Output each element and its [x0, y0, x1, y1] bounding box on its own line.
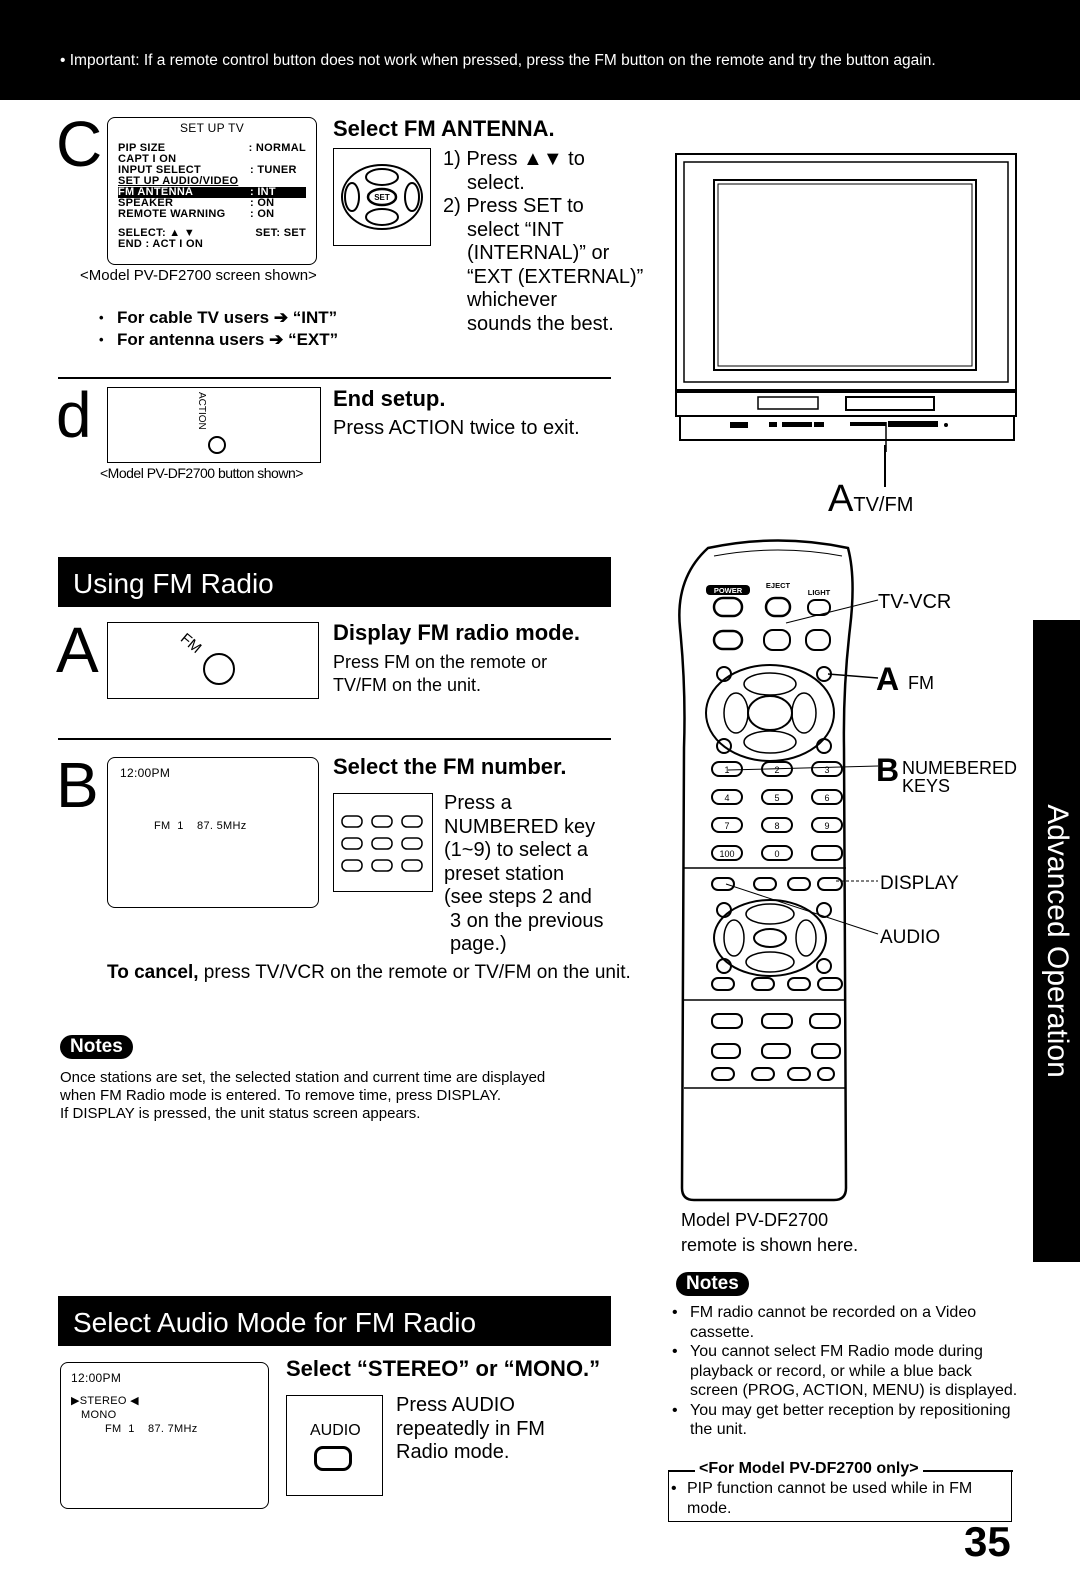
section-audio-mode: Select Audio Mode for FM Radio: [58, 1296, 611, 1346]
remote-button: [788, 978, 810, 990]
text-line: (1~9) to select a: [444, 839, 588, 861]
audio-step-text: [396, 1394, 545, 1465]
cancel-bold: To cancel,: [107, 962, 199, 983]
osd-frequency: FM 1 87. 5MHz: [154, 820, 247, 832]
osd-row-label: FM ANTENNA: [118, 186, 194, 198]
osd-row: [118, 209, 306, 220]
text-line: “EXT (EXTERNAL)”: [467, 265, 644, 288]
audio-callout: AUDIO: [880, 927, 941, 948]
model-note-box: [668, 1460, 1012, 1522]
audio-button-icon: [314, 1446, 352, 1471]
step-letter-c: C: [56, 108, 103, 180]
remote-button: [712, 1014, 742, 1028]
callout-letter-a: A: [828, 478, 854, 520]
set-button-illustration: [333, 148, 431, 246]
remote-key-label: 6: [824, 793, 830, 803]
text-line: (INTERNAL)” or: [467, 242, 610, 264]
keypad-icon: [334, 794, 432, 891]
action-label: ACTION: [196, 392, 207, 430]
remote-button: [752, 1068, 774, 1080]
text-line: Once stations are set, the selected station and current time are displayed: [60, 1069, 546, 1086]
remote-button: [812, 1044, 840, 1058]
tv-unit-illustration: [674, 152, 1019, 452]
remote-key-label: 0: [774, 849, 780, 859]
step-d-title: End setup.: [333, 386, 446, 411]
osd-row-label: INPUT SELECT: [118, 164, 202, 176]
remote-key-label: 8: [774, 821, 780, 831]
button-caption: <Model PV-DF2700 button shown>: [100, 465, 303, 481]
note-item: • You cannot select FM Radio mode during playback or record, or while a blue back screen (PROG, ACTION, MENU) is displayed.: [668, 1342, 1018, 1401]
numbered-callout-2: KEYS: [902, 776, 951, 796]
text-line: whichever: [467, 289, 558, 311]
light-label: LIGHT: [807, 588, 831, 597]
osd-set: SET: SET: [255, 227, 306, 239]
note-item: • You may get better reception by repositioning the unit.: [668, 1401, 1018, 1440]
page-number: 35: [964, 1518, 1011, 1565]
remote-button: [712, 1044, 740, 1058]
text-line: remote is shown here.: [681, 1235, 859, 1255]
text-line: Press a: [444, 792, 512, 814]
text-line: 2) Press SET to: [443, 195, 584, 217]
text-line: Press AUDIO: [396, 1394, 515, 1416]
audio-button-illustration: [286, 1395, 383, 1496]
text-line: select “INT: [467, 218, 564, 241]
text-line: sounds the best.: [467, 312, 614, 335]
remote-key-label: 3: [824, 765, 830, 775]
remote-button: [712, 978, 734, 990]
step-a-title: Display FM radio mode.: [333, 620, 580, 645]
tv-fm-label: TV/FM: [853, 494, 914, 516]
osd-row-value: : NORMAL: [248, 142, 306, 154]
remote-button: [810, 1014, 840, 1028]
bullet-antenna: • For antenna users ➔ “EXT”: [95, 329, 338, 351]
osd-frequency: FM 1 87. 7MHz: [105, 1423, 198, 1435]
numbered-key-icon: [372, 816, 392, 827]
step-d-text: Press ACTION twice to exit.: [333, 417, 580, 439]
step-c-title: Select FM ANTENNA.: [333, 116, 555, 141]
model-note-title: <For Model PV-DF2700 only>: [695, 1460, 923, 1478]
osd-row-label: SPEAKER: [118, 197, 174, 209]
remote-button: [712, 1068, 734, 1080]
text-line: when FM Radio mode is entered. To remove time, press DISPLAY.: [60, 1087, 502, 1104]
remote-key-label: 7: [724, 821, 730, 831]
remote-button: [712, 878, 734, 890]
setup-tv-osd: [107, 117, 317, 265]
remote-button: [818, 1068, 834, 1080]
fm-button-illustration: [107, 622, 319, 699]
numbered-callout-1: NUMEBERED: [902, 758, 1018, 778]
eject-label: EJECT: [765, 581, 791, 590]
remote-key-label: 4: [724, 793, 730, 803]
numbered-key-icon: [402, 860, 422, 871]
numbered-key-icon: [372, 860, 392, 871]
cancel-instruction: [107, 962, 631, 984]
tv-vcr-callout: TV-VCR: [878, 591, 952, 613]
model-note-item: • PIP function cannot be used while in FM mode.: [667, 1479, 1011, 1518]
osd-row-value: : INT: [250, 186, 276, 198]
action-button-illustration: [107, 387, 321, 463]
text-line: Model PV-DF2700: [681, 1210, 829, 1230]
notes-badge-right: Notes: [676, 1272, 749, 1296]
numbered-keys-illustration: [333, 793, 433, 892]
remote-button: [754, 878, 776, 890]
osd-title: SET UP TV: [179, 121, 245, 135]
text-line: repeatedly in FM: [396, 1417, 545, 1440]
osd-mono: MONO: [81, 1409, 117, 1421]
fm-label: FM: [177, 630, 205, 657]
remote-key-label: 9: [824, 821, 830, 831]
remote-key-label: 100: [719, 849, 735, 859]
display-callout: DISPLAY: [880, 873, 959, 894]
text-line: 3 on the previous: [450, 909, 604, 932]
numbered-key-icon: [372, 838, 392, 849]
remote-control-illustration: [678, 538, 1028, 1208]
screen-caption: <Model PV-DF2700 screen shown>: [80, 267, 317, 284]
osd-end: END : ACT I ON: [118, 238, 204, 250]
remote-button: [818, 978, 842, 990]
bullet-cable: • For cable TV users ➔ “INT”: [95, 307, 338, 329]
note-item: • FM radio cannot be recorded on a Video cassette.: [668, 1303, 1018, 1342]
osd-row-value: : ON: [250, 197, 275, 209]
remote-button: [788, 1068, 810, 1080]
audio-step-title: Select “STEREO” or “MONO.”: [286, 1356, 601, 1381]
fm-callout: FM: [908, 673, 934, 693]
important-notice: • Important: If a remote control button does not work when pressed, press the FM button on the remote and try the button again.: [0, 0, 1080, 100]
side-tab-label: Advanced Operation: [1040, 804, 1074, 1078]
tv-fm-callout: [828, 478, 913, 521]
remote-button: [762, 1044, 790, 1058]
remote-button: [818, 878, 842, 890]
cancel-text: press TV/VCR on the remote or TV/FM on the unit.: [198, 962, 631, 983]
action-button-icon: [208, 436, 226, 454]
step-letter-a: A: [56, 614, 99, 686]
text-line: TV/FM on the unit.: [333, 675, 482, 695]
text-line: If DISPLAY is pressed, the unit status screen appears.: [60, 1105, 421, 1122]
osd-row-label: CAPT I ON: [118, 153, 177, 165]
set-label: SET: [374, 193, 390, 202]
direction-pad-icon: [334, 149, 430, 245]
remote-button: [788, 878, 810, 890]
osd-row-value: : ON: [250, 208, 275, 220]
remote-button: [762, 1014, 792, 1028]
fm-button-icon: [203, 653, 235, 685]
osd-row-label: SET UP AUDIO/VIDEO: [118, 175, 239, 187]
audio-osd: [60, 1362, 269, 1509]
numbered-key-icon: [342, 838, 362, 849]
power-label: POWER: [713, 586, 743, 595]
remote-button: [752, 978, 774, 990]
text-line: Radio mode.: [396, 1441, 510, 1463]
osd-row-label: REMOTE WARNING: [118, 208, 226, 220]
osd-row-label: PIP SIZE: [118, 142, 166, 154]
step-a-text: [333, 651, 547, 697]
text-line: Press FM on the remote or: [333, 652, 548, 672]
osd-time: 12:00PM: [120, 766, 171, 780]
step-b-title: Select the FM number.: [333, 754, 567, 779]
text-line: select.: [467, 171, 525, 194]
text-line: preset station: [444, 862, 565, 885]
step-letter-d: d: [56, 379, 92, 451]
side-tab: [1033, 620, 1080, 1262]
numbered-key-icon: [342, 816, 362, 827]
numbered-key-icon: [342, 860, 362, 871]
callout-letter-a: A: [876, 661, 900, 697]
remote-caption: [681, 1208, 858, 1258]
numbered-key-icon: [402, 838, 422, 849]
osd-select: SELECT: ▲ ▼: [118, 227, 196, 239]
text-line: (see steps 2 and: [444, 886, 592, 908]
osd-time: 12:00PM: [71, 1371, 122, 1385]
remote-key-label: 5: [774, 793, 780, 803]
numbered-key-icon: [402, 816, 422, 827]
osd-row-value: : TUNER: [250, 164, 297, 176]
text-line: page.): [450, 933, 507, 955]
text-line: 1) Press ▲▼ to: [443, 148, 585, 170]
audio-label: AUDIO: [310, 1422, 361, 1439]
callout-letter-b: B: [876, 752, 900, 788]
step-letter-b: B: [56, 749, 99, 821]
remote-key-label: 1: [724, 765, 730, 775]
section-using-fm-radio: Using FM Radio: [58, 557, 611, 607]
remote-button: [812, 846, 842, 860]
osd-stereo: ▶STEREO ◀: [71, 1395, 139, 1407]
remote-key-label: 2: [774, 765, 780, 775]
notes-badge: Notes: [60, 1035, 133, 1059]
fm-number-osd: [107, 757, 319, 908]
text-line: NUMBERED key: [444, 815, 596, 838]
notes-text: [60, 1069, 545, 1123]
